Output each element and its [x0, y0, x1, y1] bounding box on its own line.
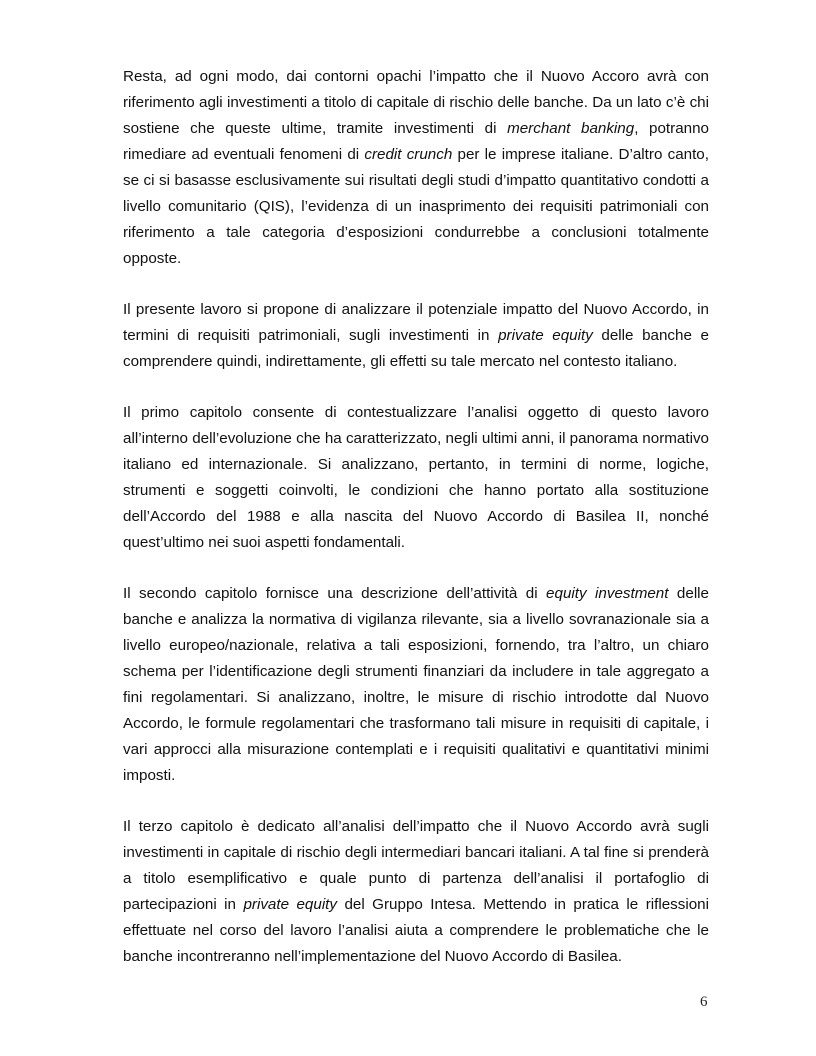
paragraph-5-text: Il terzo capitolo è dedicato all’analisi dell’impatto che il Nuovo Accordo avrà sugli investimenti in capitale di rischio degli intermediari bancari italiani. A tal fine si prenderà a titolo esemplificativo e quale punto di partenza dell’analisi il portafoglio di partecipazioni in [123, 818, 709, 913]
paragraph-5-text: del Gruppo Intesa. Mettendo in pratica le riflessioni effettuate nel corso del lavoro l’analisi aiuta a comprendere le problematiche che le banche incontreranno nell’implementazione del Nuovo Accordo di Basilea. [123, 896, 709, 965]
paragraph-4-text: Il secondo capitolo fornisce una descrizione dell’attività di [123, 585, 547, 602]
paragraph-1 [123, 64, 709, 272]
paragraph-2-italic-term: private equity [498, 327, 593, 344]
paragraph-2-text: Il presente lavoro si propone di analizzare il potenziale impatto del Nuovo Accordo, in termini di requisiti patrimoniali, sugli investimenti in [123, 301, 709, 344]
paragraph-3-text: Il primo capitolo consente di contestualizzare l’analisi oggetto di questo lavoro all’interno dell’evoluzione che ha caratterizzato, negli ultimi anni, il panorama normativo italiano ed internazionale. Si analizzano, pertanto, in termini di norme, logiche, strumenti e soggetti coinvolti, le condizioni che hanno portato alla sostituzione dell’Accordo del 1988 e alla nascita del Nuovo Accordo di Basilea II, nonché quest’ultimo nei suoi aspetti fondamentali. [123, 404, 709, 551]
paragraph-2 [123, 297, 709, 375]
paragraph-3 [123, 400, 709, 556]
paragraph-5 [123, 814, 709, 970]
page-body [123, 64, 709, 995]
paragraph-2-text: delle banche e comprendere quindi, indirettamente, gli effetti su tale mercato nel contesto italiano. [123, 327, 709, 370]
paragraph-1-text: Resta, ad ogni modo, dai contorni opachi l’impatto che il Nuovo Accoro avrà con riferimento agli investimenti a titolo di capitale di rischio delle banche. Da un lato c’è chi sostiene che queste ultime, tramite investimenti di [123, 68, 709, 137]
paragraph-4-italic-term: equity investment [546, 585, 669, 602]
paragraph-1-italic-term: merchant banking [507, 120, 635, 137]
paragraph-5-italic-term: private equity [243, 896, 338, 913]
paragraph-4 [123, 581, 709, 789]
paragraph-4-text: delle banche e analizza la normativa di vigilanza rilevante, sia a livello sovranazionale sia a livello europeo/nazionale, relativa a tali esposizioni, fornendo, tra l’altro, un chiaro schema per l’identificazione degli strumenti finanziari da includere in tale aggregato a fini regolamentari. Si analizzano, inoltre, le misure di rischio introdotte dal Nuovo Accordo, le formule regolamentari che trasformano tali misure in requisiti di capitale, i vari approcci alla misurazione contemplati e i requisiti qualitativi e quantitativi minimi imposti. [123, 585, 710, 784]
page-number: 6 [700, 994, 708, 1010]
paragraph-1-text: , potranno rimediare ad eventuali fenomeni di [123, 120, 709, 163]
paragraph-1-italic-term: credit crunch [364, 146, 453, 163]
paragraph-1-text: per le imprese italiane. D’altro canto, se ci si basasse esclusivamente sui risultati degli studi d’impatto quantitativo condotti a livello comunitario (QIS), l’evidenza di un inasprimento dei requisiti patrimoniali con riferimento a tale categoria d’esposizioni condurrebbe a conclusioni totalmente opposte. [123, 146, 709, 267]
